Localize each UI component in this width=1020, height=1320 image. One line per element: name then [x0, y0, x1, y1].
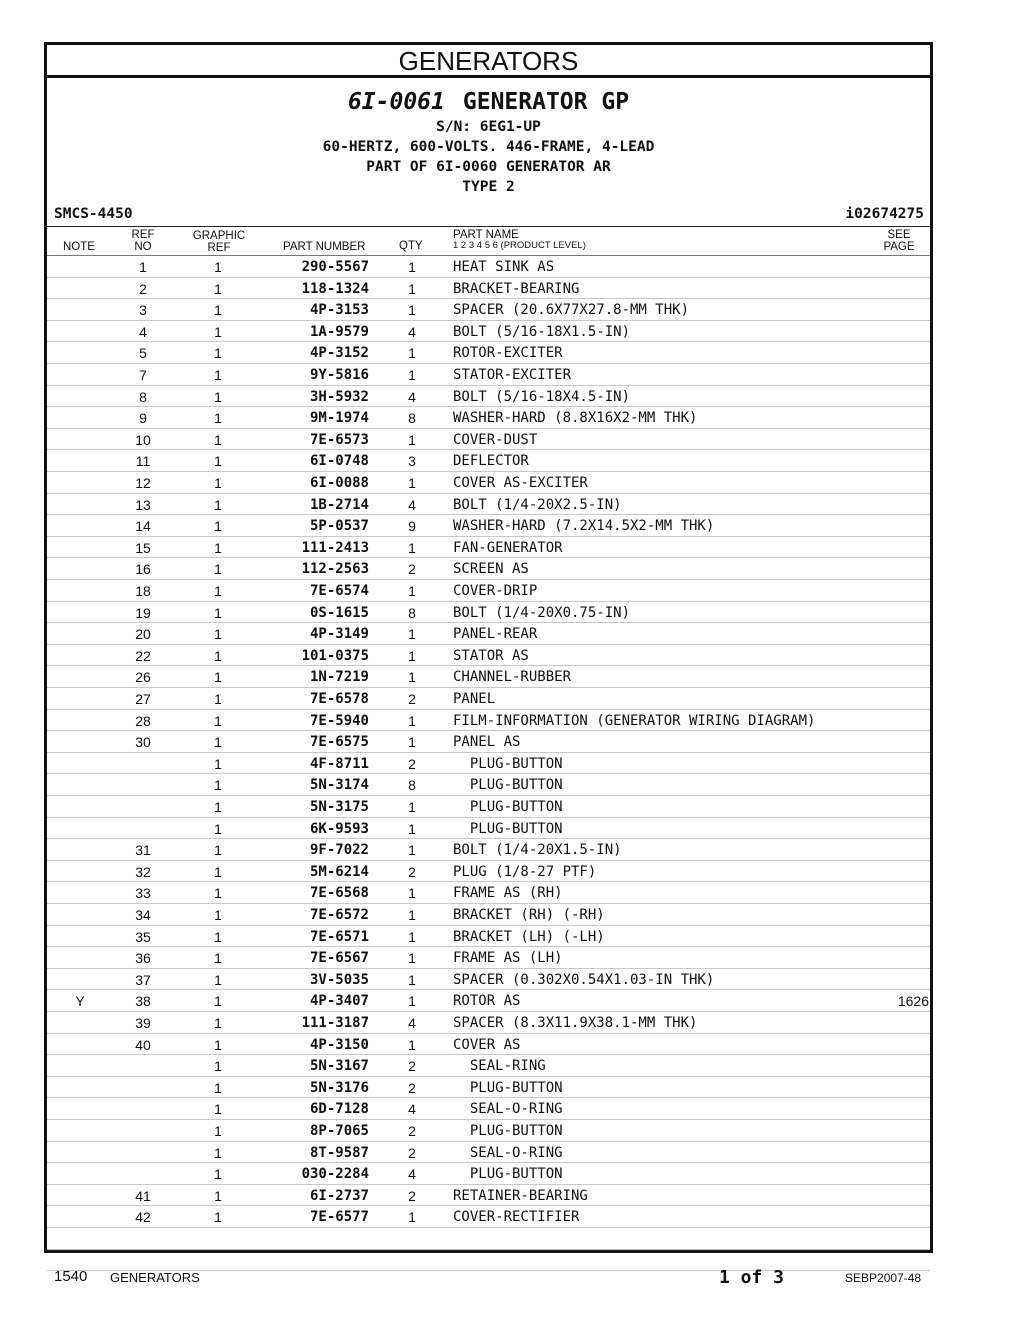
table-row	[47, 710, 930, 732]
row-graphic-ref: 1	[214, 345, 222, 362]
row-qty: 1	[408, 712, 416, 729]
row-graphic-ref: 1	[214, 280, 222, 297]
row-part-number: 6I-0088	[309, 475, 369, 491]
row-part-number: 1B-2714	[309, 496, 369, 513]
row-graphic-ref: 1	[214, 1187, 222, 1204]
row-part-number: 111-3187	[301, 1015, 369, 1031]
table-row	[47, 1077, 930, 1099]
row-qty: 1	[408, 734, 416, 751]
group-spec: 60-HERTZ, 600-VOLTS. 446-FRAME, 4-LEAD	[322, 139, 655, 155]
table-row	[47, 969, 930, 991]
row-graphic-ref: 1	[214, 367, 222, 383]
footer-section: GENERATORS	[110, 1270, 200, 1285]
row-part-number: 6I-2737	[309, 1187, 369, 1204]
row-graphic-ref: 1	[214, 928, 222, 945]
row-part-number: 5N-3174	[309, 777, 369, 794]
row-qty: 2	[408, 1123, 416, 1139]
row-part-name: PLUG-BUTTON	[453, 799, 563, 815]
table-row	[47, 321, 930, 343]
row-qty: 1	[408, 842, 416, 859]
row-part-name: PANEL-REAR	[453, 626, 538, 643]
row-graphic-ref: 1	[214, 431, 222, 448]
group-title	[47, 89, 930, 115]
row-part-number: 8T-9587	[309, 1144, 369, 1161]
row-part-name: FRAME AS (RH)	[453, 885, 563, 902]
footer-doc-id: SEBP2007-48	[845, 1271, 922, 1285]
row-graphic-ref: 1	[214, 626, 222, 643]
table-row	[47, 990, 930, 1012]
table-row	[47, 904, 930, 926]
row-part-name: COVER AS-EXCITER	[453, 475, 588, 491]
row-qty: 1	[408, 280, 416, 297]
row-qty: 9	[408, 518, 416, 535]
row-part-name: SPACER (8.3X11.9X38.1-MM THK)	[453, 1015, 698, 1031]
row-qty: 2	[408, 863, 416, 880]
col-part-number: PART NUMBER	[283, 241, 366, 253]
row-ref-no: 42	[135, 1209, 151, 1226]
table-row	[47, 580, 930, 602]
footer-page-number: 1540	[54, 1268, 88, 1285]
row-part-name: COVER AS	[453, 1036, 521, 1053]
row-part-number: 9F-7022	[309, 842, 369, 859]
row-ref-no: 32	[135, 863, 151, 880]
col-part-name: PART NAME	[453, 229, 519, 241]
table-row	[47, 1034, 930, 1056]
row-part-name: COVER-DUST	[453, 431, 538, 448]
row-qty: 8	[408, 777, 416, 794]
row-part-name: STATOR-EXCITER	[453, 367, 572, 383]
row-part-number: 7E-6568	[309, 885, 369, 902]
row-part-number: 030-2284	[301, 1166, 369, 1183]
row-ref-no: 15	[135, 539, 151, 556]
row-part-number: 5P-0537	[309, 518, 369, 535]
row-part-name: FILM-INFORMATION (GENERATOR WIRING DIAGRAM)	[453, 712, 816, 729]
row-part-number: 1N-7219	[309, 669, 369, 686]
row-part-name: RETAINER-BEARING	[453, 1187, 588, 1204]
row-part-name: DEFLECTOR	[453, 453, 529, 470]
row-qty: 4	[408, 388, 416, 405]
row-part-name: PLUG-BUTTON	[453, 1166, 563, 1183]
row-part-name: SPACER (0.302X0.54X1.03-IN THK)	[453, 971, 715, 988]
row-ref-no: 27	[135, 691, 151, 707]
row-part-number: 1A-9579	[309, 323, 369, 340]
row-graphic-ref: 1	[214, 993, 222, 1010]
row-ref-no: 1	[139, 259, 147, 275]
row-ref-no: 12	[135, 475, 151, 491]
row-part-name: PLUG-BUTTON	[453, 820, 563, 837]
row-ref-no: 3	[139, 302, 147, 319]
row-graphic-ref: 1	[214, 410, 222, 427]
row-graphic-ref: 1	[214, 755, 222, 772]
table-row	[47, 926, 930, 948]
table-row	[47, 947, 930, 969]
row-qty: 1	[408, 928, 416, 945]
row-graphic-ref: 1	[214, 1058, 222, 1075]
table-row	[47, 1098, 930, 1120]
col-product-levels: 1 2 3 4 5 6 (PRODUCT LEVEL)	[453, 240, 586, 251]
row-graphic-ref: 1	[214, 302, 222, 319]
table-row	[47, 861, 930, 883]
table-row	[47, 623, 930, 645]
row-graphic-ref: 1	[214, 1166, 222, 1183]
row-graphic-ref: 1	[214, 475, 222, 491]
row-part-name: WASHER-HARD (7.2X14.5X2-MM THK)	[453, 518, 715, 535]
row-qty: 1	[408, 799, 416, 815]
row-graphic-ref: 1	[214, 539, 222, 556]
row-qty: 1	[408, 259, 416, 275]
row-ref-no: 2	[139, 280, 147, 297]
row-part-name: PLUG (1/8-27 PTF)	[453, 863, 597, 880]
row-qty: 2	[408, 1079, 416, 1096]
row-part-number: 7E-5940	[309, 712, 369, 729]
row-part-name: BOLT (1/4-20X0.75-IN)	[453, 604, 631, 621]
row-see-page: 1626	[897, 993, 929, 1010]
row-part-name: ROTOR AS	[453, 993, 521, 1010]
row-qty: 2	[408, 1144, 416, 1161]
row-part-number: 5N-3175	[309, 799, 369, 815]
row-qty: 1	[408, 1209, 416, 1226]
row-ref-no: 14	[135, 518, 151, 535]
row-graphic-ref: 1	[214, 842, 222, 859]
row-graphic-ref: 1	[214, 604, 222, 621]
smcs-code: SMCS-4450	[54, 206, 133, 222]
row-part-name: BOLT (5/16-18X1.5-IN)	[453, 323, 631, 340]
row-graphic-ref: 1	[214, 259, 222, 275]
row-part-name: PLUG-BUTTON	[453, 755, 563, 772]
table-row	[47, 839, 930, 861]
col-ref-no: REF NO	[131, 229, 155, 253]
row-part-number: 4P-3152	[309, 345, 369, 362]
table-row	[47, 818, 930, 840]
row-qty: 1	[408, 345, 416, 362]
row-qty: 1	[408, 539, 416, 556]
row-part-number: 7E-6571	[309, 928, 369, 945]
row-ref-no: 39	[135, 1015, 151, 1031]
row-part-number: 101-0375	[301, 647, 369, 664]
row-graphic-ref: 1	[214, 518, 222, 535]
row-part-number: 112-2563	[301, 561, 369, 578]
table-row	[47, 1120, 930, 1142]
table-row	[47, 688, 930, 710]
row-ref-no: 38	[135, 993, 151, 1010]
table-row-empty	[47, 1228, 930, 1250]
row-graphic-ref: 1	[214, 820, 222, 837]
row-graphic-ref: 1	[214, 863, 222, 880]
row-qty: 1	[408, 885, 416, 902]
row-ref-no: 20	[135, 626, 151, 643]
row-part-name: COVER-DRIP	[453, 583, 538, 599]
row-graphic-ref: 1	[214, 496, 222, 513]
row-graphic-ref: 1	[214, 885, 222, 902]
row-ref-no: 34	[135, 907, 151, 923]
row-ref-no: 41	[135, 1187, 151, 1204]
row-part-name: CHANNEL-RUBBER	[453, 669, 572, 686]
row-ref-no: 5	[139, 345, 147, 362]
row-qty: 2	[408, 691, 416, 707]
row-ref-no: 35	[135, 928, 151, 945]
row-ref-no: 4	[139, 323, 147, 340]
table-row	[47, 796, 930, 818]
col-graphic-ref: GRAPHIC REF	[192, 230, 246, 254]
row-qty: 1	[408, 431, 416, 448]
table-row	[47, 774, 930, 796]
row-qty: 1	[408, 907, 416, 923]
group-number: 6I-0061	[347, 89, 445, 115]
table-row	[47, 731, 930, 753]
row-ref-no: 9	[139, 410, 147, 427]
row-part-number: 6D-7128	[309, 1101, 369, 1118]
row-part-number: 5M-6214	[309, 863, 369, 880]
table-row	[47, 753, 930, 775]
table-row	[47, 494, 930, 516]
table-row	[47, 450, 930, 472]
row-part-number: 3H-5932	[309, 388, 369, 405]
illustration-id: i02674275	[845, 206, 924, 222]
row-part-name: PANEL	[453, 691, 496, 707]
row-part-name: SCREEN AS	[453, 561, 529, 578]
row-ref-no: 31	[135, 842, 151, 859]
row-ref-no: 37	[135, 971, 151, 988]
table-row	[47, 602, 930, 624]
table-row	[47, 342, 930, 364]
row-ref-no: 36	[135, 950, 151, 967]
row-part-number: 4F-8711	[309, 755, 369, 772]
row-qty: 4	[408, 1166, 416, 1183]
row-part-name: SPACER (20.6X77X27.8-MM THK)	[453, 302, 690, 319]
row-part-name: COVER-RECTIFIER	[453, 1209, 580, 1226]
row-part-number: 7E-6577	[309, 1209, 369, 1226]
col-qty: QTY	[399, 240, 423, 252]
row-part-number: 0S-1615	[309, 604, 369, 621]
row-qty: 1	[408, 1036, 416, 1053]
row-part-number: 7E-6574	[309, 583, 369, 599]
row-qty: 1	[408, 971, 416, 988]
row-ref-no: 18	[135, 583, 151, 599]
row-ref-no: 11	[135, 453, 151, 470]
row-graphic-ref: 1	[214, 907, 222, 923]
table-row	[47, 472, 930, 494]
row-graphic-ref: 1	[214, 799, 222, 815]
table-row	[47, 299, 930, 321]
row-graphic-ref: 1	[214, 712, 222, 729]
row-graphic-ref: 1	[214, 971, 222, 988]
row-graphic-ref: 1	[214, 1101, 222, 1118]
table-row	[47, 645, 930, 667]
table-header	[47, 226, 930, 256]
table-row	[47, 515, 930, 537]
table-row	[47, 429, 930, 451]
row-qty: 1	[408, 647, 416, 664]
row-qty: 2	[408, 561, 416, 578]
row-graphic-ref: 1	[214, 1015, 222, 1031]
row-ref-no: 22	[135, 647, 151, 664]
row-part-number: 111-2413	[301, 539, 369, 556]
table-row	[47, 558, 930, 580]
row-ref-no: 30	[135, 734, 151, 751]
row-graphic-ref: 1	[214, 1209, 222, 1226]
row-qty: 1	[408, 626, 416, 643]
row-part-name: BOLT (1/4-20X2.5-IN)	[453, 496, 622, 513]
row-graphic-ref: 1	[214, 388, 222, 405]
row-ref-no: 26	[135, 669, 151, 686]
table-row	[47, 1012, 930, 1034]
row-part-name: PLUG-BUTTON	[453, 777, 563, 794]
row-part-number: 4P-3153	[309, 302, 369, 319]
row-ref-no: 13	[135, 496, 151, 513]
table-row	[47, 1055, 930, 1077]
row-graphic-ref: 1	[214, 950, 222, 967]
table-row	[47, 407, 930, 429]
row-graphic-ref: 1	[214, 691, 222, 707]
col-note: NOTE	[63, 241, 95, 253]
row-part-number: 4P-3149	[309, 626, 369, 643]
row-part-number: 7E-6572	[309, 907, 369, 923]
row-qty: 8	[408, 604, 416, 621]
row-ref-no: 40	[135, 1036, 151, 1053]
row-part-number: 7E-6578	[309, 691, 369, 707]
row-graphic-ref: 1	[214, 323, 222, 340]
row-part-name: SEAL-O-RING	[453, 1144, 563, 1161]
table-row	[47, 537, 930, 559]
table-row	[47, 1206, 930, 1228]
footer-page-of: 1 of 3	[719, 1267, 785, 1288]
table-row	[47, 386, 930, 408]
row-part-number: 3V-5035	[309, 971, 369, 988]
row-part-number: 5N-3176	[309, 1079, 369, 1096]
row-ref-no: 28	[135, 712, 151, 729]
row-part-name: FAN-GENERATOR	[453, 539, 563, 556]
row-part-number: 290-5567	[301, 259, 369, 275]
row-graphic-ref: 1	[214, 453, 222, 470]
row-qty: 1	[408, 950, 416, 967]
table-row	[47, 666, 930, 688]
row-part-number: 4P-3150	[309, 1036, 369, 1053]
row-qty: 1	[408, 367, 416, 383]
table-row	[47, 1142, 930, 1164]
row-qty: 4	[408, 323, 416, 340]
row-part-name: SEAL-O-RING	[453, 1101, 563, 1118]
row-part-number: 118-1324	[301, 280, 369, 297]
row-part-name: HEAT SINK AS	[453, 259, 555, 275]
row-part-name: WASHER-HARD (8.8X16X2-MM THK)	[453, 410, 698, 427]
row-part-number: 6I-0748	[309, 453, 369, 470]
row-qty: 3	[408, 453, 416, 470]
row-part-name: BOLT (5/16-18X4.5-IN)	[453, 388, 631, 405]
row-graphic-ref: 1	[214, 734, 222, 751]
row-ref-no: 8	[139, 388, 147, 405]
row-graphic-ref: 1	[214, 1123, 222, 1139]
table-row	[47, 364, 930, 386]
row-graphic-ref: 1	[214, 777, 222, 794]
row-graphic-ref: 1	[214, 647, 222, 664]
row-part-name: PLUG-BUTTON	[453, 1123, 563, 1139]
row-ref-no: 33	[135, 885, 151, 902]
row-qty: 2	[408, 755, 416, 772]
table-row	[47, 1185, 930, 1207]
row-graphic-ref: 1	[214, 1144, 222, 1161]
row-qty: 1	[408, 302, 416, 319]
row-part-number: 7E-6567	[309, 950, 369, 967]
row-qty: 8	[408, 410, 416, 427]
row-graphic-ref: 1	[214, 583, 222, 599]
row-qty: 1	[408, 669, 416, 686]
table-row	[47, 278, 930, 300]
row-part-number: 9M-1974	[309, 410, 369, 427]
row-qty: 1	[408, 583, 416, 599]
row-qty: 4	[408, 1015, 416, 1031]
row-ref-no: 10	[135, 431, 151, 448]
section-title: GENERATORS	[47, 45, 930, 78]
row-ref-no: 19	[135, 604, 151, 621]
col-see-page: SEE PAGE	[883, 229, 915, 253]
table-row	[47, 256, 930, 278]
parts-list-frame	[44, 42, 933, 1253]
serial-number: S/N: 6EG1-UP	[436, 119, 541, 135]
row-part-name: STATOR AS	[453, 647, 529, 664]
row-graphic-ref: 1	[214, 561, 222, 578]
row-part-name: PLUG-BUTTON	[453, 1079, 563, 1096]
row-part-number: 5N-3167	[309, 1058, 369, 1075]
row-graphic-ref: 1	[214, 1036, 222, 1053]
row-qty: 4	[408, 496, 416, 513]
group-name: GENERATOR GP	[462, 89, 630, 115]
row-part-number: 7E-6575	[309, 734, 369, 751]
row-qty: 4	[408, 1101, 416, 1118]
row-graphic-ref: 1	[214, 669, 222, 686]
row-part-name: BOLT (1/4-20X1.5-IN)	[453, 842, 622, 859]
row-part-number: 9Y-5816	[309, 367, 369, 383]
part-of: PART OF 6I-0060 GENERATOR AR	[366, 159, 611, 175]
row-part-name: BRACKET (LH) (-LH)	[453, 928, 605, 945]
row-qty: 1	[408, 993, 416, 1010]
row-ref-no: 16	[135, 561, 151, 578]
row-qty: 2	[408, 1058, 416, 1075]
row-qty: 1	[408, 475, 416, 491]
table-row	[47, 1163, 930, 1185]
row-part-name: BRACKET-BEARING	[453, 280, 580, 297]
row-part-name: ROTOR-EXCITER	[453, 345, 563, 362]
row-part-name: SEAL-RING	[453, 1058, 546, 1075]
row-graphic-ref: 1	[214, 1079, 222, 1096]
row-part-number: 7E-6573	[309, 431, 369, 448]
table-row-empty	[47, 1250, 930, 1272]
row-note: Y	[75, 993, 85, 1010]
row-part-name: BRACKET (RH) (-RH)	[453, 907, 605, 923]
row-part-number: 6K-9593	[309, 820, 369, 837]
row-qty: 1	[408, 820, 416, 837]
row-ref-no: 7	[139, 367, 147, 383]
group-type: TYPE 2	[462, 179, 515, 195]
row-part-name: FRAME AS (LH)	[453, 950, 563, 967]
table-row	[47, 882, 930, 904]
row-part-number: 4P-3407	[309, 993, 369, 1010]
row-qty: 2	[408, 1187, 416, 1204]
row-part-number: 8P-7065	[309, 1123, 369, 1139]
row-part-name: PANEL AS	[453, 734, 521, 751]
